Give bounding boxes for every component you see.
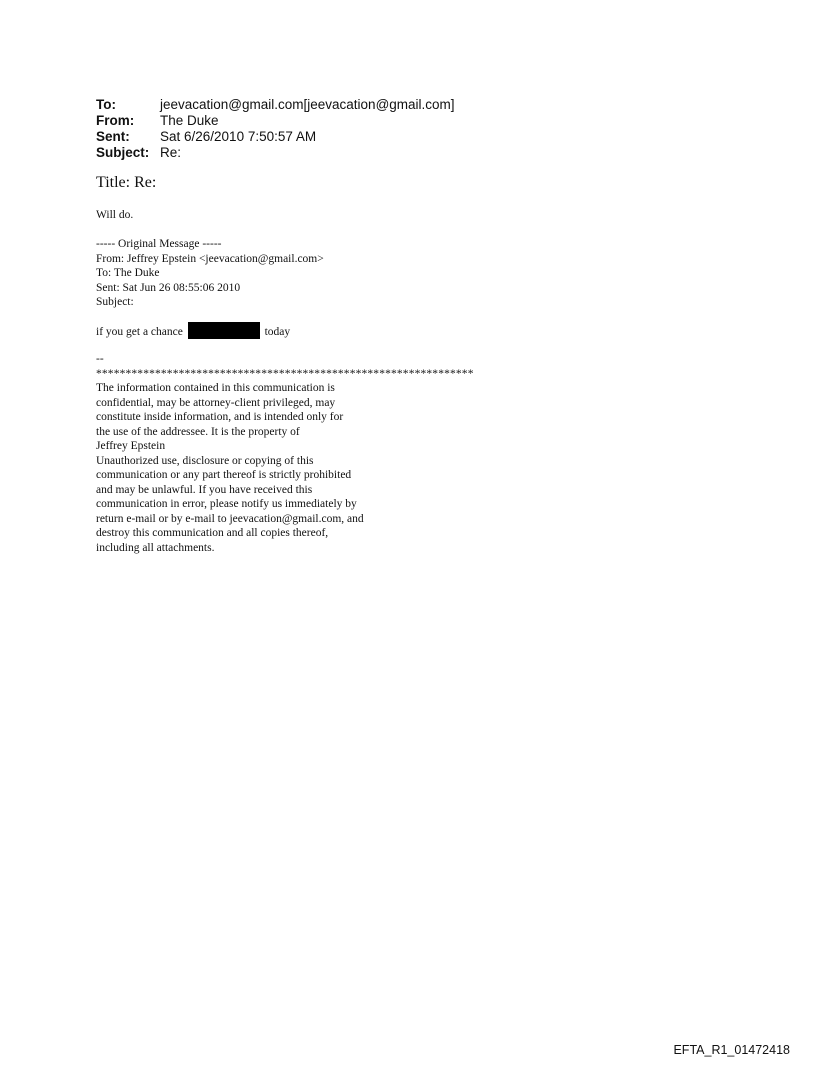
document-id: EFTA_R1_01472418 [673, 1043, 790, 1057]
signature-stars: **************************************************************** [96, 367, 474, 380]
disclaimer-line: The information contained in this communication is [96, 382, 335, 394]
sent-label: Sent: [96, 129, 130, 144]
disclaimer-line: return e-mail or by e-mail to jeevacation@gmail.com, and [96, 512, 364, 525]
original-separator: ----- Original Message ----- [96, 238, 222, 250]
original-sent: Sent: Sat Jun 26 08:55:06 2010 [96, 281, 241, 294]
original-to: To: The Duke [96, 267, 160, 279]
reply-text: Will do. [96, 209, 134, 221]
subject-label: Subject: [96, 145, 150, 160]
disclaimer-line: communication in error, please notify us immediately by [96, 498, 357, 510]
sent-value: Sat 6/26/2010 7:50:57 AM [160, 129, 317, 144]
from-value: The Duke [160, 113, 219, 128]
redaction-box [188, 322, 260, 339]
header-row-sent [96, 129, 455, 145]
to-value: jeevacation@gmail.com[jeevacation@gmail.com] [160, 97, 455, 112]
to-label: To: [96, 97, 116, 112]
disclaimer-line: Jeffrey Epstein [96, 440, 166, 452]
original-message [96, 237, 324, 310]
original-from: From: Jeffrey Epstein <jeevacation@gmail.com> [96, 252, 324, 265]
disclaimer-line: Unauthorized use, disclosure or copying of this [96, 454, 314, 467]
header-row-from [96, 113, 455, 129]
header-row-subject [96, 145, 455, 161]
subject-value: Re: [160, 145, 182, 160]
disclaimer-line: communication or any part thereof is strictly prohibited [96, 469, 352, 481]
disclaimer-line: constitute inside information, and is intended only for [96, 411, 344, 423]
request-line [96, 322, 290, 341]
request-text-after: today [264, 326, 291, 338]
email-header [96, 97, 455, 161]
disclaimer-line: including all attachments. [96, 541, 215, 554]
signature-block [96, 352, 474, 555]
signature-dashes: -- [96, 353, 104, 365]
from-label: From: [96, 113, 135, 128]
disclaimer-line: and may be unlawful. If you have received this [96, 483, 313, 496]
email-title: Title: Re: [96, 174, 157, 191]
disclaimer-line: the use of the addressee. It is the property of [96, 425, 300, 438]
request-text-before: if you get a chance [96, 326, 183, 338]
disclaimer-line: destroy this communication and all copies thereof, [96, 527, 329, 539]
original-subject: Subject: [96, 296, 134, 308]
header-row-to [96, 97, 455, 113]
disclaimer-line: confidential, may be attorney-client privileged, may [96, 396, 336, 409]
